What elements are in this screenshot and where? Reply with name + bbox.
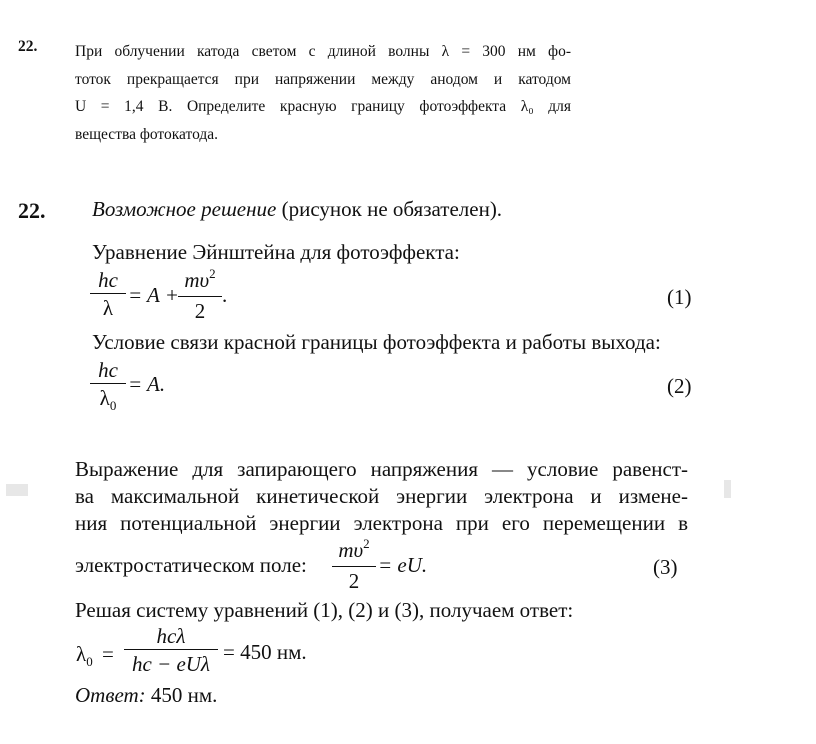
- eq4-numerator: hcλ: [124, 624, 218, 650]
- eq2-denominator: $\lambda_0$: [99, 386, 117, 413]
- system-label: Решая систему уравнений (1), (2) и (3), получаем ответ:: [75, 598, 574, 622]
- eq3-denominator: 2: [348, 569, 360, 593]
- stopping-line-1: Выражение для запирающего напряжения — условие равенст-: [75, 457, 688, 481]
- solution-intro-rest: (рисунок не обязателен).: [276, 197, 503, 221]
- eq4-fraction: [124, 624, 218, 677]
- eq4-denominator: hc − eUλ: [131, 652, 211, 676]
- eq4-lhs: $\lambda_0$ =: [76, 642, 114, 669]
- answer-line: [75, 683, 217, 708]
- stopping-line-2: ва максимальной кинетической энергии электрона и измене-: [75, 484, 688, 508]
- stopping-line-3: ния потенциальной энергии электрона при его перемещении в: [75, 511, 688, 535]
- stopping-paragraph: [75, 456, 688, 537]
- eq3-rhs: = eU.: [378, 553, 428, 577]
- solution-intro-italic: Возможное решение: [92, 197, 277, 221]
- eq4-equals: =: [101, 642, 114, 666]
- eq1-middle: = A +: [128, 283, 179, 307]
- eq3-fraction: [332, 538, 376, 594]
- task-line-1: При облучении катода светом с длиной волны λ = 300 нм фо-: [75, 43, 571, 60]
- einstein-label: Уравнение Эйнштейна для фотоэффекта:: [92, 240, 460, 264]
- task-line-3: U = 1,4 В. Определите красную границу фотоэффекта λ₀ для: [75, 98, 571, 115]
- solution-intro: [92, 197, 502, 222]
- eq1-lhs-fraction: [90, 268, 126, 321]
- eq3-prefix: электростатическом поле:: [75, 553, 307, 577]
- eq2-numerator: hc: [90, 358, 126, 384]
- answer-value: 450 нм.: [145, 683, 218, 707]
- eq3-numerator: $m\upsilon^2$: [332, 538, 376, 567]
- eq2-rhs: = A.: [128, 372, 166, 396]
- eq1-tail: .: [222, 283, 228, 307]
- eq1-number: (1): [667, 285, 692, 309]
- scan-mark-right: [724, 480, 731, 498]
- task-text: [75, 38, 571, 148]
- task-line-2: тоток прекращается при напряжении между анодом и катодом: [75, 70, 571, 88]
- eq1-lhs-numerator: hc: [90, 268, 126, 294]
- answer-label: Ответ:: [75, 683, 146, 707]
- eq3-number: (3): [653, 555, 678, 579]
- eq4-rhs: = 450 нм.: [223, 640, 307, 664]
- eq1-rhs-fraction: [178, 268, 222, 324]
- scan-mark-left: [6, 484, 28, 496]
- task-line-4: вещества фотокатода.: [75, 125, 219, 143]
- redboundary-label: Условие связи красной границы фотоэффекта и работы выхода:: [92, 330, 661, 354]
- eq2-number: (2): [667, 374, 692, 398]
- eq1-lhs-denominator: λ: [102, 296, 114, 320]
- eq1-rhs-numerator: $m\upsilon^2$: [178, 268, 222, 297]
- solution-number: 22.: [18, 198, 46, 223]
- eq2-fraction: [90, 358, 126, 414]
- eq1-rhs-denominator: 2: [194, 299, 206, 323]
- task-number: 22.: [18, 38, 38, 55]
